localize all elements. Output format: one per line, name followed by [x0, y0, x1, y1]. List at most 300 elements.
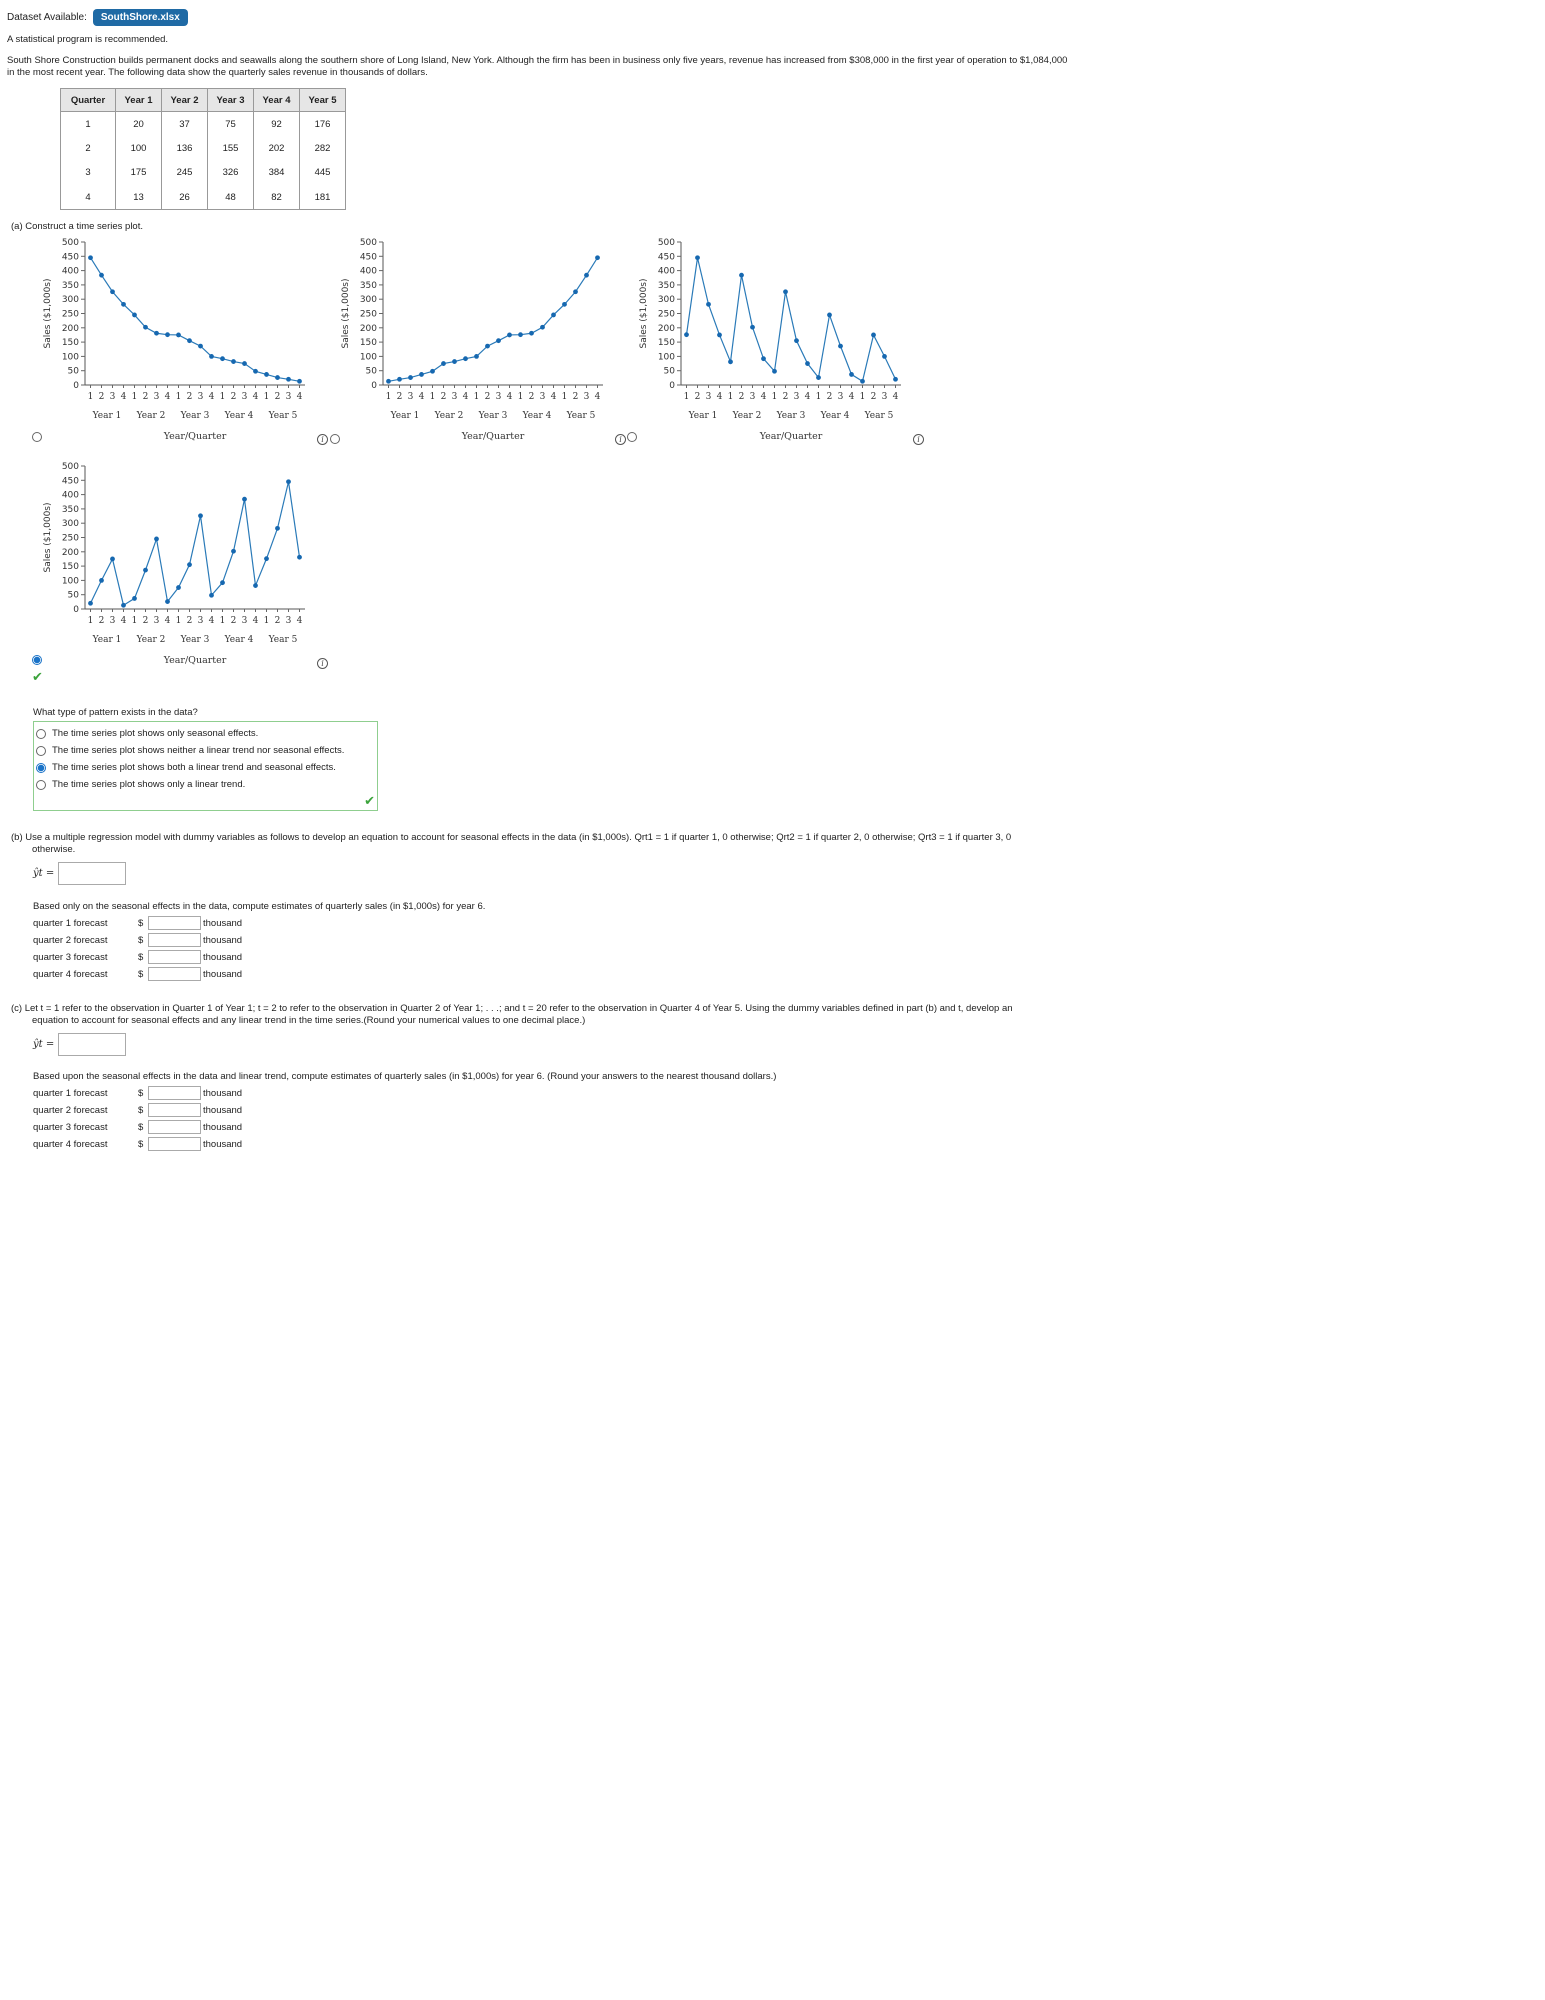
- data-point: [684, 332, 689, 337]
- x-tick-label: 2: [186, 392, 193, 402]
- x-tick-label: 1: [561, 392, 568, 402]
- data-point: [99, 273, 104, 278]
- x-tick-label: 4: [120, 392, 127, 402]
- y-tick-label: 400: [61, 266, 79, 277]
- x-tick-label: 1: [263, 392, 270, 402]
- data-point: [805, 361, 810, 366]
- x-tick-label: 1: [219, 392, 226, 402]
- data-point: [231, 359, 236, 364]
- pattern-option-3[interactable]: [36, 759, 377, 776]
- x-tick-label: 1: [87, 392, 94, 402]
- data-point: [88, 255, 93, 260]
- table-cell: 75: [208, 112, 254, 137]
- yhat-label: ŷt =: [33, 868, 55, 879]
- data-point: [882, 354, 887, 359]
- info-icon[interactable]: i: [913, 434, 924, 445]
- x-tick-label: 4: [506, 392, 513, 402]
- x-tick-label: 2: [484, 392, 491, 402]
- x-tick-label: 1: [175, 392, 182, 402]
- x-tick-label: 2: [826, 392, 833, 402]
- x-tick-label: 1: [683, 392, 690, 402]
- data-point: [750, 325, 755, 330]
- part-c-q2-forecast-input[interactable]: [148, 1103, 201, 1117]
- data-point: [794, 338, 799, 343]
- currency-symbol: $: [138, 968, 144, 980]
- checkmark-icon: ✔: [364, 793, 375, 808]
- y-tick-label: 100: [657, 352, 675, 363]
- x-tick-label: 2: [230, 392, 237, 402]
- year-label: Year 3: [180, 411, 210, 421]
- pattern-option-3-label: The time series plot shows both a linear trend and seasonal effects.: [52, 762, 336, 773]
- data-point: [849, 372, 854, 377]
- year-label: Year 1: [92, 411, 122, 421]
- x-tick-label: 3: [407, 392, 414, 402]
- data-point: [452, 359, 457, 364]
- forecast-label: quarter 4 forecast: [33, 1138, 108, 1150]
- x-tick-label: 1: [727, 392, 734, 402]
- table-cell: 136: [162, 136, 208, 161]
- x-tick-label: 3: [109, 392, 116, 402]
- part-c-q3-forecast-input[interactable]: [148, 1120, 201, 1134]
- part-c-forecast-prompt: Based upon the seasonal effects in the data and linear trend, compute estimates of quarterly sales (in $1,000s) for year 6. (Round your answers to the nearest thousand dollars.): [33, 1071, 777, 1082]
- y-tick-label: 400: [61, 490, 79, 501]
- part-c-prompt: [11, 1003, 1151, 1027]
- y-tick-label: 500: [359, 238, 377, 248]
- data-point: [187, 562, 192, 567]
- x-tick-label: 3: [749, 392, 756, 402]
- table-cell: 202: [254, 136, 300, 161]
- year-label: Year 2: [136, 635, 166, 645]
- x-tick-label: 1: [131, 392, 138, 402]
- info-icon[interactable]: i: [615, 434, 626, 445]
- table-cell: 3: [61, 161, 116, 186]
- table-cell: 92: [254, 112, 300, 137]
- x-tick-label: 1: [473, 392, 480, 402]
- y-tick-label: 200: [657, 323, 675, 334]
- series-line: [91, 258, 300, 382]
- pattern-option-3-radio[interactable]: [36, 763, 46, 773]
- x-tick-label: 2: [142, 392, 149, 402]
- x-tick-label: 2: [528, 392, 535, 402]
- x-tick-label: 2: [98, 616, 105, 626]
- data-point: [573, 289, 578, 294]
- data-point: [871, 333, 876, 338]
- data-point: [783, 289, 788, 294]
- data-point: [540, 325, 545, 330]
- data-point: [717, 333, 722, 338]
- data-point: [739, 273, 744, 278]
- x-tick-label: 4: [892, 392, 899, 402]
- data-point: [595, 255, 600, 260]
- y-tick-label: 500: [657, 238, 675, 248]
- data-point: [408, 375, 413, 380]
- info-icon[interactable]: i: [317, 434, 328, 445]
- table-cell: 4: [61, 185, 116, 210]
- data-point: [816, 375, 821, 380]
- year-label: Year 4: [224, 411, 254, 421]
- data-point: [110, 289, 115, 294]
- x-tick-label: 3: [451, 392, 458, 402]
- y-tick-label: 300: [359, 295, 377, 306]
- data-point: [264, 372, 269, 377]
- x-tick-label: 2: [440, 392, 447, 402]
- y-axis-label: Sales ($1,000s): [43, 278, 53, 349]
- currency-symbol: $: [138, 1138, 144, 1150]
- table-header-cell: Year 2: [162, 89, 208, 112]
- y-tick-label: 250: [61, 309, 79, 320]
- y-tick-label: 350: [61, 280, 79, 291]
- time-series-plot-option-4: [40, 460, 330, 670]
- data-point: [827, 313, 832, 318]
- part-c-equation-input[interactable]: [58, 1033, 126, 1056]
- x-tick-label: 1: [131, 616, 138, 626]
- data-point: [397, 377, 402, 382]
- y-tick-label: 250: [657, 309, 675, 320]
- y-tick-label: 350: [61, 504, 79, 515]
- year-label: Year 5: [566, 411, 596, 421]
- x-tick-label: 2: [274, 616, 281, 626]
- part-c-prompt-line1: (c) Let t = 1 refer to the observation in Quarter 1 of Year 1; t = 2 to refer to the observation in Quarter 2 of Year 1; . . .; and t = 20 refer to the observation in Quarter 4 of Year 5. Using the dummy variables defined in part (b) and t, develop an: [11, 1003, 1013, 1014]
- plot-option-4-radio[interactable]: [32, 655, 42, 665]
- part-b-equation-input[interactable]: [58, 862, 126, 885]
- y-tick-label: 300: [61, 295, 79, 306]
- time-series-plot-option-1: [40, 236, 330, 446]
- series-line: [389, 258, 598, 382]
- y-tick-label: 50: [67, 590, 79, 601]
- x-tick-label: 4: [848, 392, 855, 402]
- x-tick-label: 3: [153, 616, 160, 626]
- data-point: [242, 361, 247, 366]
- pattern-option-2-radio[interactable]: [36, 746, 46, 756]
- table-header-cell: Year 4: [254, 89, 300, 112]
- x-tick-label: 3: [881, 392, 888, 402]
- x-tick-label: 3: [285, 616, 292, 626]
- x-tick-label: 3: [109, 616, 116, 626]
- y-tick-label: 500: [61, 462, 79, 472]
- forecast-label: quarter 2 forecast: [33, 934, 108, 946]
- y-tick-label: 150: [61, 338, 79, 349]
- y-tick-label: 500: [61, 238, 79, 248]
- x-tick-label: 3: [583, 392, 590, 402]
- table-header-cell: Year 3: [208, 89, 254, 112]
- x-tick-label: 3: [241, 392, 248, 402]
- currency-symbol: $: [138, 951, 144, 963]
- x-tick-label: 1: [429, 392, 436, 402]
- data-point: [154, 331, 159, 336]
- forecast-label: quarter 4 forecast: [33, 968, 108, 980]
- x-tick-label: 1: [385, 392, 392, 402]
- x-tick-label: 1: [517, 392, 524, 402]
- data-point: [143, 568, 148, 573]
- x-tick-label: 1: [815, 392, 822, 402]
- data-point: [286, 377, 291, 382]
- y-tick-label: 200: [61, 323, 79, 334]
- pattern-option-4-radio[interactable]: [36, 780, 46, 790]
- data-point: [386, 379, 391, 384]
- unit-label: thousand: [203, 1087, 243, 1099]
- data-point: [165, 332, 170, 337]
- part-c-forecast-row: [33, 1102, 242, 1118]
- table-cell: 26: [162, 185, 208, 210]
- data-point: [176, 585, 181, 590]
- dataset-bar: [7, 9, 188, 26]
- table-cell: 175: [116, 161, 162, 186]
- y-tick-label: 50: [67, 366, 79, 377]
- x-tick-label: 4: [418, 392, 425, 402]
- part-b-q2-forecast-input[interactable]: [148, 933, 201, 947]
- y-tick-label: 100: [61, 352, 79, 363]
- y-tick-label: 0: [73, 381, 79, 391]
- table-cell: 326: [208, 161, 254, 186]
- forecast-label: quarter 3 forecast: [33, 1121, 108, 1133]
- series-line: [687, 258, 896, 382]
- x-tick-label: 3: [793, 392, 800, 402]
- data-point: [198, 513, 203, 518]
- part-c-q1-forecast-input[interactable]: [148, 1086, 201, 1100]
- x-tick-label: 2: [870, 392, 877, 402]
- unit-label: thousand: [203, 1138, 243, 1150]
- y-tick-label: 450: [359, 252, 377, 263]
- pattern-option-2[interactable]: [36, 742, 377, 759]
- x-tick-label: 3: [495, 392, 502, 402]
- table-row: [61, 161, 346, 186]
- table-cell: 282: [300, 136, 346, 161]
- table-row: [61, 185, 346, 210]
- x-tick-label: 4: [296, 616, 303, 626]
- data-point: [220, 580, 225, 585]
- x-tick-label: 4: [462, 392, 469, 402]
- table-cell: 155: [208, 136, 254, 161]
- y-tick-label: 0: [669, 381, 675, 391]
- year-label: Year 4: [522, 411, 552, 421]
- x-tick-label: 2: [738, 392, 745, 402]
- year-label: Year 5: [864, 411, 894, 421]
- part-c-prompt-line2: equation to account for seasonal effects and any linear trend in the time series.(Round your numerical values to one decimal place.): [32, 1015, 586, 1026]
- data-point: [231, 549, 236, 554]
- x-tick-label: 1: [263, 616, 270, 626]
- currency-symbol: $: [138, 917, 144, 929]
- data-point: [275, 526, 280, 531]
- data-point: [562, 302, 567, 307]
- data-point: [838, 344, 843, 349]
- x-tick-label: 4: [252, 392, 259, 402]
- data-point: [529, 331, 534, 336]
- x-tick-label: 1: [219, 616, 226, 626]
- table-header-row: [61, 89, 346, 112]
- x-tick-label: 4: [760, 392, 767, 402]
- y-tick-label: 400: [359, 266, 377, 277]
- pattern-option-1[interactable]: [36, 725, 377, 742]
- data-point: [496, 338, 501, 343]
- part-c-forecast-row: [33, 1119, 242, 1135]
- series-line: [91, 482, 300, 606]
- data-point: [761, 356, 766, 361]
- y-tick-label: 300: [61, 519, 79, 530]
- x-tick-label: 1: [175, 616, 182, 626]
- data-point: [121, 302, 126, 307]
- unit-label: thousand: [203, 1121, 243, 1133]
- y-tick-label: 450: [61, 476, 79, 487]
- y-tick-label: 150: [359, 338, 377, 349]
- forecast-label: quarter 3 forecast: [33, 951, 108, 963]
- y-tick-label: 0: [371, 381, 377, 391]
- x-tick-label: 4: [550, 392, 557, 402]
- data-point: [474, 354, 479, 359]
- y-tick-label: 0: [73, 605, 79, 615]
- data-point: [297, 555, 302, 560]
- year-label: Year 2: [732, 411, 762, 421]
- y-tick-label: 400: [657, 266, 675, 277]
- data-point: [518, 332, 523, 337]
- data-point: [297, 379, 302, 384]
- x-tick-label: 4: [164, 616, 171, 626]
- y-tick-label: 150: [657, 338, 675, 349]
- data-point: [286, 479, 291, 484]
- x-tick-label: 4: [594, 392, 601, 402]
- data-point: [99, 578, 104, 583]
- data-point: [430, 369, 435, 374]
- x-tick-label: 1: [859, 392, 866, 402]
- table-cell: 445: [300, 161, 346, 186]
- table-cell: 48: [208, 185, 254, 210]
- year-label: Year 2: [434, 411, 464, 421]
- table-cell: 100: [116, 136, 162, 161]
- x-tick-label: 2: [186, 616, 193, 626]
- unit-label: thousand: [203, 968, 243, 980]
- x-tick-label: 3: [197, 392, 204, 402]
- year-label: Year 1: [390, 411, 420, 421]
- data-point: [154, 537, 159, 542]
- year-label: Year 3: [180, 635, 210, 645]
- unit-label: thousand: [203, 1104, 243, 1116]
- part-b-q3-forecast-input[interactable]: [148, 950, 201, 964]
- pattern-option-2-label: The time series plot shows neither a linear trend nor seasonal effects.: [52, 745, 345, 756]
- unit-label: thousand: [203, 934, 243, 946]
- table-cell: 384: [254, 161, 300, 186]
- x-tick-label: 4: [208, 616, 215, 626]
- data-point: [143, 325, 148, 330]
- info-icon[interactable]: i: [317, 658, 328, 669]
- y-tick-label: 150: [61, 562, 79, 573]
- pattern-option-1-radio[interactable]: [36, 729, 46, 739]
- data-point: [893, 377, 898, 382]
- x-tick-label: 4: [120, 616, 127, 626]
- unit-label: thousand: [203, 951, 243, 963]
- data-point: [264, 556, 269, 561]
- table-cell: 13: [116, 185, 162, 210]
- x-tick-label: 3: [197, 616, 204, 626]
- data-point: [728, 359, 733, 364]
- year-label: Year 5: [268, 411, 298, 421]
- time-series-plot-option-2: [338, 236, 628, 446]
- pattern-option-4-label: The time series plot shows only a linear trend.: [52, 779, 246, 790]
- x-tick-label: 3: [837, 392, 844, 402]
- x-tick-label: 1: [771, 392, 778, 402]
- part-b-equation-row: [33, 862, 126, 885]
- plot-option-1-radio[interactable]: [32, 432, 42, 442]
- x-tick-label: 2: [396, 392, 403, 402]
- year-label: Year 5: [268, 635, 298, 645]
- part-b-forecast-prompt: Based only on the seasonal effects in the data, compute estimates of quarterly sales (in $1,000s) for year 6.: [33, 901, 486, 912]
- part-c-forecast-row: [33, 1085, 242, 1101]
- data-point: [220, 356, 225, 361]
- x-tick-label: 3: [241, 616, 248, 626]
- year-label: Year 3: [478, 411, 508, 421]
- part-b-forecast-row: [33, 932, 242, 948]
- year-label: Year 2: [136, 411, 166, 421]
- y-tick-label: 450: [61, 252, 79, 263]
- data-point: [253, 369, 258, 374]
- data-point: [695, 255, 700, 260]
- table-cell: 82: [254, 185, 300, 210]
- y-axis-label: Sales ($1,000s): [43, 502, 53, 573]
- y-tick-label: 350: [657, 280, 675, 291]
- part-b-prompt-line1: (b) Use a multiple regression model with dummy variables as follows to develop an equation to account for seasonal effects in the data (in $1,000s). Qrt1 = 1 if quarter 1, 0 otherwise; Qrt2 = 1 if quarter 2, 0 otherwise; Qrt3 = 1 if quarter 3, 0: [11, 832, 1012, 843]
- y-tick-label: 250: [61, 533, 79, 544]
- currency-symbol: $: [138, 1104, 144, 1116]
- x-tick-label: 4: [252, 616, 259, 626]
- problem-intro-line2: in the most recent year. The following data show the quarterly sales revenue in thousands of dollars.: [7, 67, 428, 78]
- dataset-label: Dataset Available:: [7, 12, 87, 23]
- forecast-label: quarter 2 forecast: [33, 1104, 108, 1116]
- part-b-q4-forecast-input[interactable]: [148, 967, 201, 981]
- checkmark-icon: ✔: [32, 669, 43, 684]
- currency-symbol: $: [138, 934, 144, 946]
- data-point: [584, 273, 589, 278]
- year-label: Year 4: [224, 635, 254, 645]
- x-tick-label: 3: [285, 392, 292, 402]
- data-point: [706, 302, 711, 307]
- table-header-cell: Year 5: [300, 89, 346, 112]
- x-tick-label: 1: [87, 616, 94, 626]
- data-point: [132, 313, 137, 318]
- y-tick-label: 100: [61, 576, 79, 587]
- table-cell: 37: [162, 112, 208, 137]
- data-point: [772, 369, 777, 374]
- table-cell: 1: [61, 112, 116, 137]
- data-point: [132, 596, 137, 601]
- y-tick-label: 200: [359, 323, 377, 334]
- x-tick-label: 2: [274, 392, 281, 402]
- data-point: [441, 361, 446, 366]
- recommendation-text: A statistical program is recommended.: [7, 34, 169, 45]
- yhat-label: ŷt =: [33, 1039, 55, 1050]
- data-point: [275, 375, 280, 380]
- plot-option-2-radio[interactable]: [627, 432, 637, 442]
- part-b-q1-forecast-input[interactable]: [148, 916, 201, 930]
- pattern-option-4[interactable]: [36, 776, 377, 793]
- table-cell: 245: [162, 161, 208, 186]
- problem-intro-line1: South Shore Construction builds permanent docks and seawalls along the southern shore of Long Island, New York. Although the firm has been in business only five years, revenue has increased from $308,000 in the first year of operation to $1,084,000: [7, 55, 1068, 66]
- x-tick-label: 4: [804, 392, 811, 402]
- pattern-question: What type of pattern exists in the data?: [33, 707, 198, 718]
- time-series-plot-option-3: [636, 236, 926, 446]
- plot-option-2-radio-alt[interactable]: [330, 434, 340, 444]
- dataset-download-button[interactable]: SouthShore.xlsx: [93, 9, 188, 26]
- table-cell: 2: [61, 136, 116, 161]
- year-label: Year 1: [688, 411, 718, 421]
- year-label: Year 4: [820, 411, 850, 421]
- x-tick-label: 4: [208, 392, 215, 402]
- sales-data-table: [60, 88, 346, 210]
- year-label: Year 1: [92, 635, 122, 645]
- data-point: [419, 372, 424, 377]
- table-row: [61, 112, 346, 137]
- part-c-q4-forecast-input[interactable]: [148, 1137, 201, 1151]
- y-tick-label: 250: [359, 309, 377, 320]
- x-tick-label: 3: [705, 392, 712, 402]
- part-b-forecast-row: [33, 949, 242, 965]
